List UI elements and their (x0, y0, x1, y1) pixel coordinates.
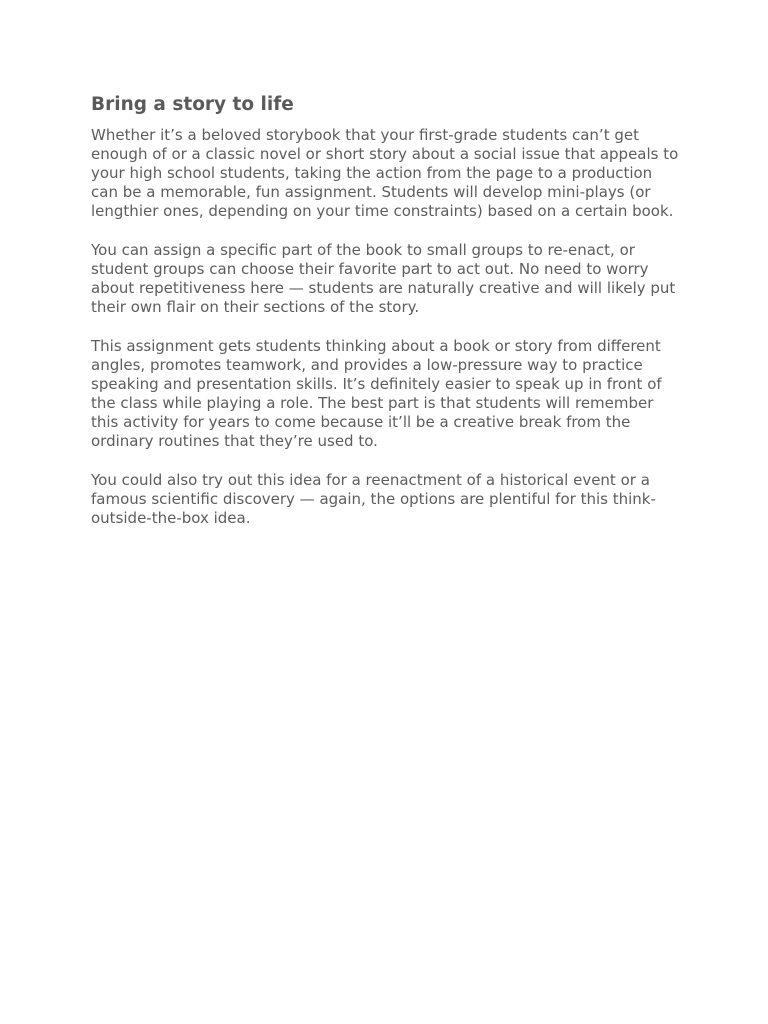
section-heading: Bring a story to life (91, 94, 294, 115)
paragraph-variation: You could also try out this idea for a reenactment of a historical event or a famous scientific discovery — again, the options are plentiful for this think-outside-the-box idea. (91, 471, 656, 527)
paragraph-intro: Whether it’s a beloved storybook that your first-grade students can’t get enough of or a classic novel or short story about a social issue that appeals to your high school students, taking the action from the page to a production can be a memorable, fun assignment. Students will develop mini-plays (or lengthier ones, depending on your time constraints) based on a certain book. (91, 126, 679, 220)
paragraph-benefits: This assignment gets students thinking about a book or story from different angles, promotes teamwork, and provides a low-pressure way to practice speaking and presentation skills. It’s definitely easier to speak up in front of the class while playing a role. The best part is that students will remember this activity for years to come because it’ll be a creative break from the ordinary routines that they’re used to. (91, 337, 662, 450)
paragraph-groups: You can assign a specific part of the book to small groups to re-enact, or student groups can choose their favorite part to act out. No need to worry about repetitiveness here — students are naturally creative and will likely put their own flair on their sections of the story. (91, 241, 676, 316)
